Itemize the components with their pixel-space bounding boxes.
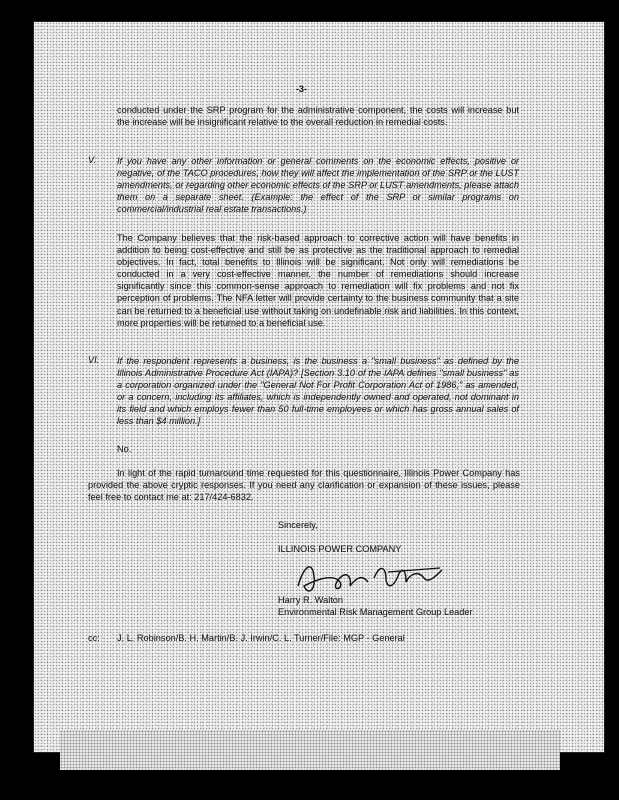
section-vi-question: If the respondent represents a business, is the business a "small business" as defined by the Illinois Administrative Procedure Act (IAPA)? [Section 3.10 of the IAPA defines "small business" as a corporation organized under the "General Not For Profit Corporation Act of 1986," as amended, or a concern, including its affiliates, which is independently owned and operated, not dominant in its field and which employs fewer than 50 full-time employees or which has gross annual sales of less than $4 million.] xyxy=(117,356,519,427)
closing-paragraph: In light of the rapid turnaround time requested for this questionnaire, Illinois Power Company has provided the above cryptic responses. If you need any clarification or expansion of these issues, please feel free to contact me at: 217/424-6832. xyxy=(88,468,520,503)
cc-label: cc: xyxy=(88,633,100,643)
salutation: Sincerely, xyxy=(278,520,318,530)
section-vi-label: VI. xyxy=(88,355,100,365)
signer-title: Environmental Risk Management Group Leader xyxy=(278,607,473,617)
section-v-answer: The Company believes that the risk-based approach to corrective action will have benefits in addition to being cost-effective and still be as protective as the traditional approach to remedial objectives. In fact, total benefits to Illinois will be significant. Not only will remediations be conducted in a very cost-effective manner, the number of remediations should increase significantly since this common-sense approach to remediation will fix problems and not fix perception of problems. The NFA letter will provide certainty to the business community that a site can be returned to a beneficial use without taking on undefinable risk and liabilities. In this context, more properties will be returned to a beneficial use. xyxy=(117,233,519,328)
continuation-paragraph: conducted under the SRP program for the administrative component, the costs will increase but the increase will be insignificant relative to the overall reduction in remedial costs. xyxy=(117,105,519,128)
section-v-label: V. xyxy=(88,155,96,165)
company-name: ILLINOIS POWER COMPANY xyxy=(278,544,402,554)
scan-bottom-edge xyxy=(60,730,560,770)
section-vi-answer: No. xyxy=(117,444,132,454)
signer-name: Harry R. Walton xyxy=(278,595,344,605)
section-v-question: If you have any other information or general comments on the economic effects, positive or negative, of the TACO procedures, how they will affect the implementation of the SRP or the LUST amendments, or regarding other economic effects of the SRP or LUST amendments, please attach them on a separate sheet. (Example: the effect of the SRP or similar programs on commercial/industrial real estate transactions.) xyxy=(117,156,519,215)
page-number: -3- xyxy=(296,84,307,94)
cc-recipients: J. L. Robinson/B. H. Martin/B. J. Irwin/C. L. Turner/File: MGP - General xyxy=(117,633,405,643)
